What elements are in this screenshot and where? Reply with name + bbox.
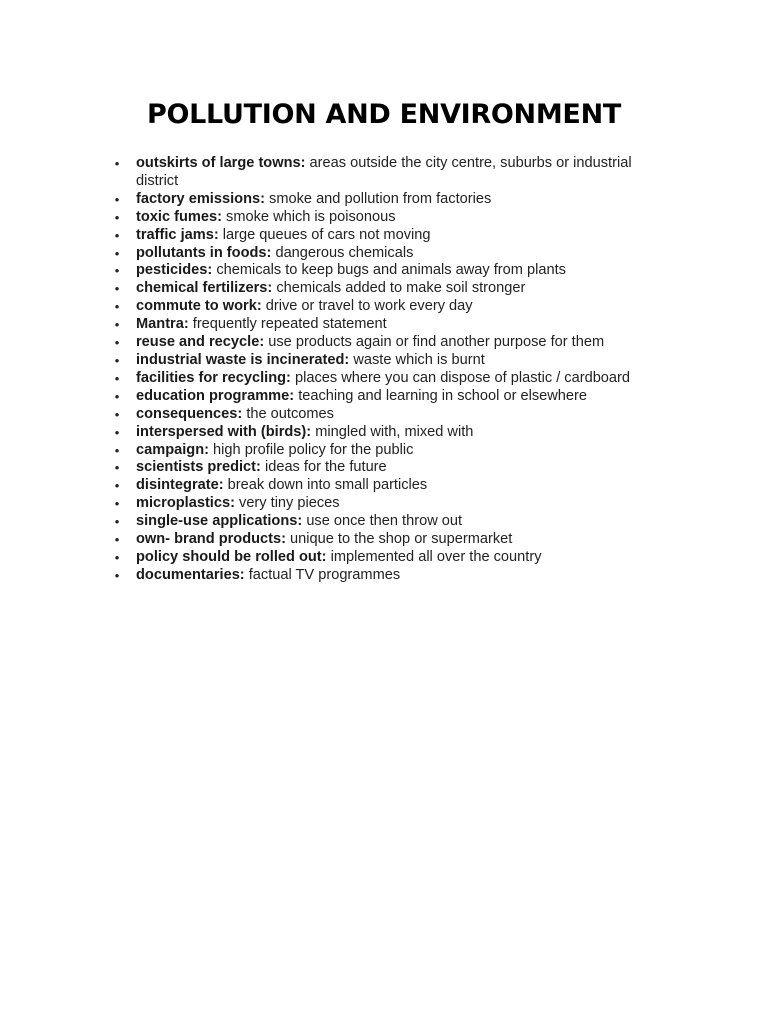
definition: unique to the shop or supermarket [290, 531, 513, 548]
definition: dangerous chemicals [275, 244, 414, 261]
definition: smoke which is poisonous [226, 208, 396, 225]
bullet-icon: • [114, 263, 120, 279]
list-item [112, 406, 657, 424]
bullet-icon: • [114, 406, 120, 422]
definition: chemicals to keep bugs and animals away from plants [216, 262, 566, 279]
term: disintegrate: [136, 477, 224, 494]
term: Mantra: [136, 316, 189, 333]
bullet-icon: • [114, 335, 120, 351]
term: microplastics: [136, 495, 235, 512]
bullet-icon: • [114, 532, 120, 548]
definition: waste which is burnt [353, 351, 485, 368]
bullet-icon: • [114, 460, 120, 476]
definition: places where you can dispose of plastic / cardboard [294, 369, 631, 386]
list-item [112, 334, 657, 352]
definition: areas outside the city centre, suburbs or industrial district [136, 155, 632, 189]
term: interspersed with (birds): [136, 423, 312, 440]
bullet-icon: • [114, 478, 120, 494]
definition: smoke and pollution from factories [269, 190, 492, 207]
term: consequences: [136, 405, 243, 422]
term: outskirts of large towns: [136, 155, 306, 171]
definition: the outcomes [246, 405, 334, 422]
list-item [112, 442, 657, 460]
term: pollutants in foods: [136, 244, 272, 261]
bullet-icon: • [114, 227, 120, 243]
bullet-icon: • [114, 514, 120, 530]
list-item [112, 245, 657, 263]
definition: high profile policy for the public [213, 441, 414, 458]
definition: factual TV programmes [248, 566, 401, 583]
list-item [112, 280, 657, 298]
definition: drive or travel to work every day [265, 298, 473, 315]
term: commute to work: [136, 298, 262, 315]
list-item [112, 513, 657, 531]
term: campaign: [136, 441, 209, 458]
term: toxic fumes: [136, 208, 222, 225]
list-item [112, 549, 657, 567]
page-title: POLLUTION AND ENVIRONMENT [147, 99, 621, 130]
list-item [112, 191, 657, 209]
term: reuse and recycle: [136, 334, 265, 351]
bullet-icon: • [114, 442, 120, 458]
term: scientists predict: [136, 459, 261, 476]
bullet-icon: • [114, 370, 120, 386]
bullet-icon: • [114, 567, 120, 583]
term: factory emissions: [136, 190, 265, 207]
term: traffic jams: [136, 226, 219, 243]
term: documentaries: [136, 566, 245, 583]
term: facilities for recycling: [136, 369, 291, 386]
definition: ideas for the future [264, 459, 387, 476]
list-item [112, 227, 657, 245]
list-item [112, 370, 657, 388]
definition: mingled with, mixed with [315, 423, 474, 440]
term: chemical fertilizers: [136, 280, 273, 297]
list-item [112, 531, 657, 549]
list-item [112, 477, 657, 495]
term: industrial waste is incinerated: [136, 351, 350, 368]
definition: teaching and learning in school or elsewhere [298, 387, 588, 404]
bullet-icon: • [114, 156, 120, 171]
bullet-icon: • [114, 496, 120, 512]
definition: chemicals added to make soil stronger [276, 280, 526, 297]
list-item [112, 352, 657, 370]
list-item [112, 567, 657, 585]
term: policy should be rolled out: [136, 548, 327, 565]
bullet-icon: • [114, 191, 120, 207]
definition: large queues of cars not moving [222, 226, 431, 243]
list-item [112, 424, 657, 442]
bullet-icon: • [114, 424, 120, 440]
term: pesticides: [136, 262, 213, 279]
list-item [112, 316, 657, 334]
bullet-icon: • [114, 352, 120, 368]
list-item [112, 209, 657, 227]
term: single-use applications: [136, 513, 303, 530]
definition: frequently repeated statement [192, 316, 387, 333]
bullet-icon: • [114, 317, 120, 333]
definition: implemented all over the country [330, 548, 542, 565]
bullet-icon: • [114, 299, 120, 315]
list-item [112, 298, 657, 316]
vocabulary-list [112, 155, 657, 585]
bullet-icon: • [114, 388, 120, 404]
term: own- brand products: [136, 531, 286, 548]
list-item [112, 495, 657, 513]
definition: use once then throw out [306, 513, 463, 530]
bullet-icon: • [114, 209, 120, 225]
definition: use products again or find another purpose for them [268, 334, 605, 351]
definition: break down into small particles [227, 477, 428, 494]
bullet-icon: • [114, 281, 120, 297]
list-item [112, 459, 657, 477]
definition: very tiny pieces [239, 495, 340, 512]
list-item [112, 388, 657, 406]
bullet-icon: • [114, 245, 120, 261]
term: education programme: [136, 387, 295, 404]
list-item [112, 155, 657, 191]
bullet-icon: • [114, 549, 120, 565]
list-item [112, 262, 657, 280]
